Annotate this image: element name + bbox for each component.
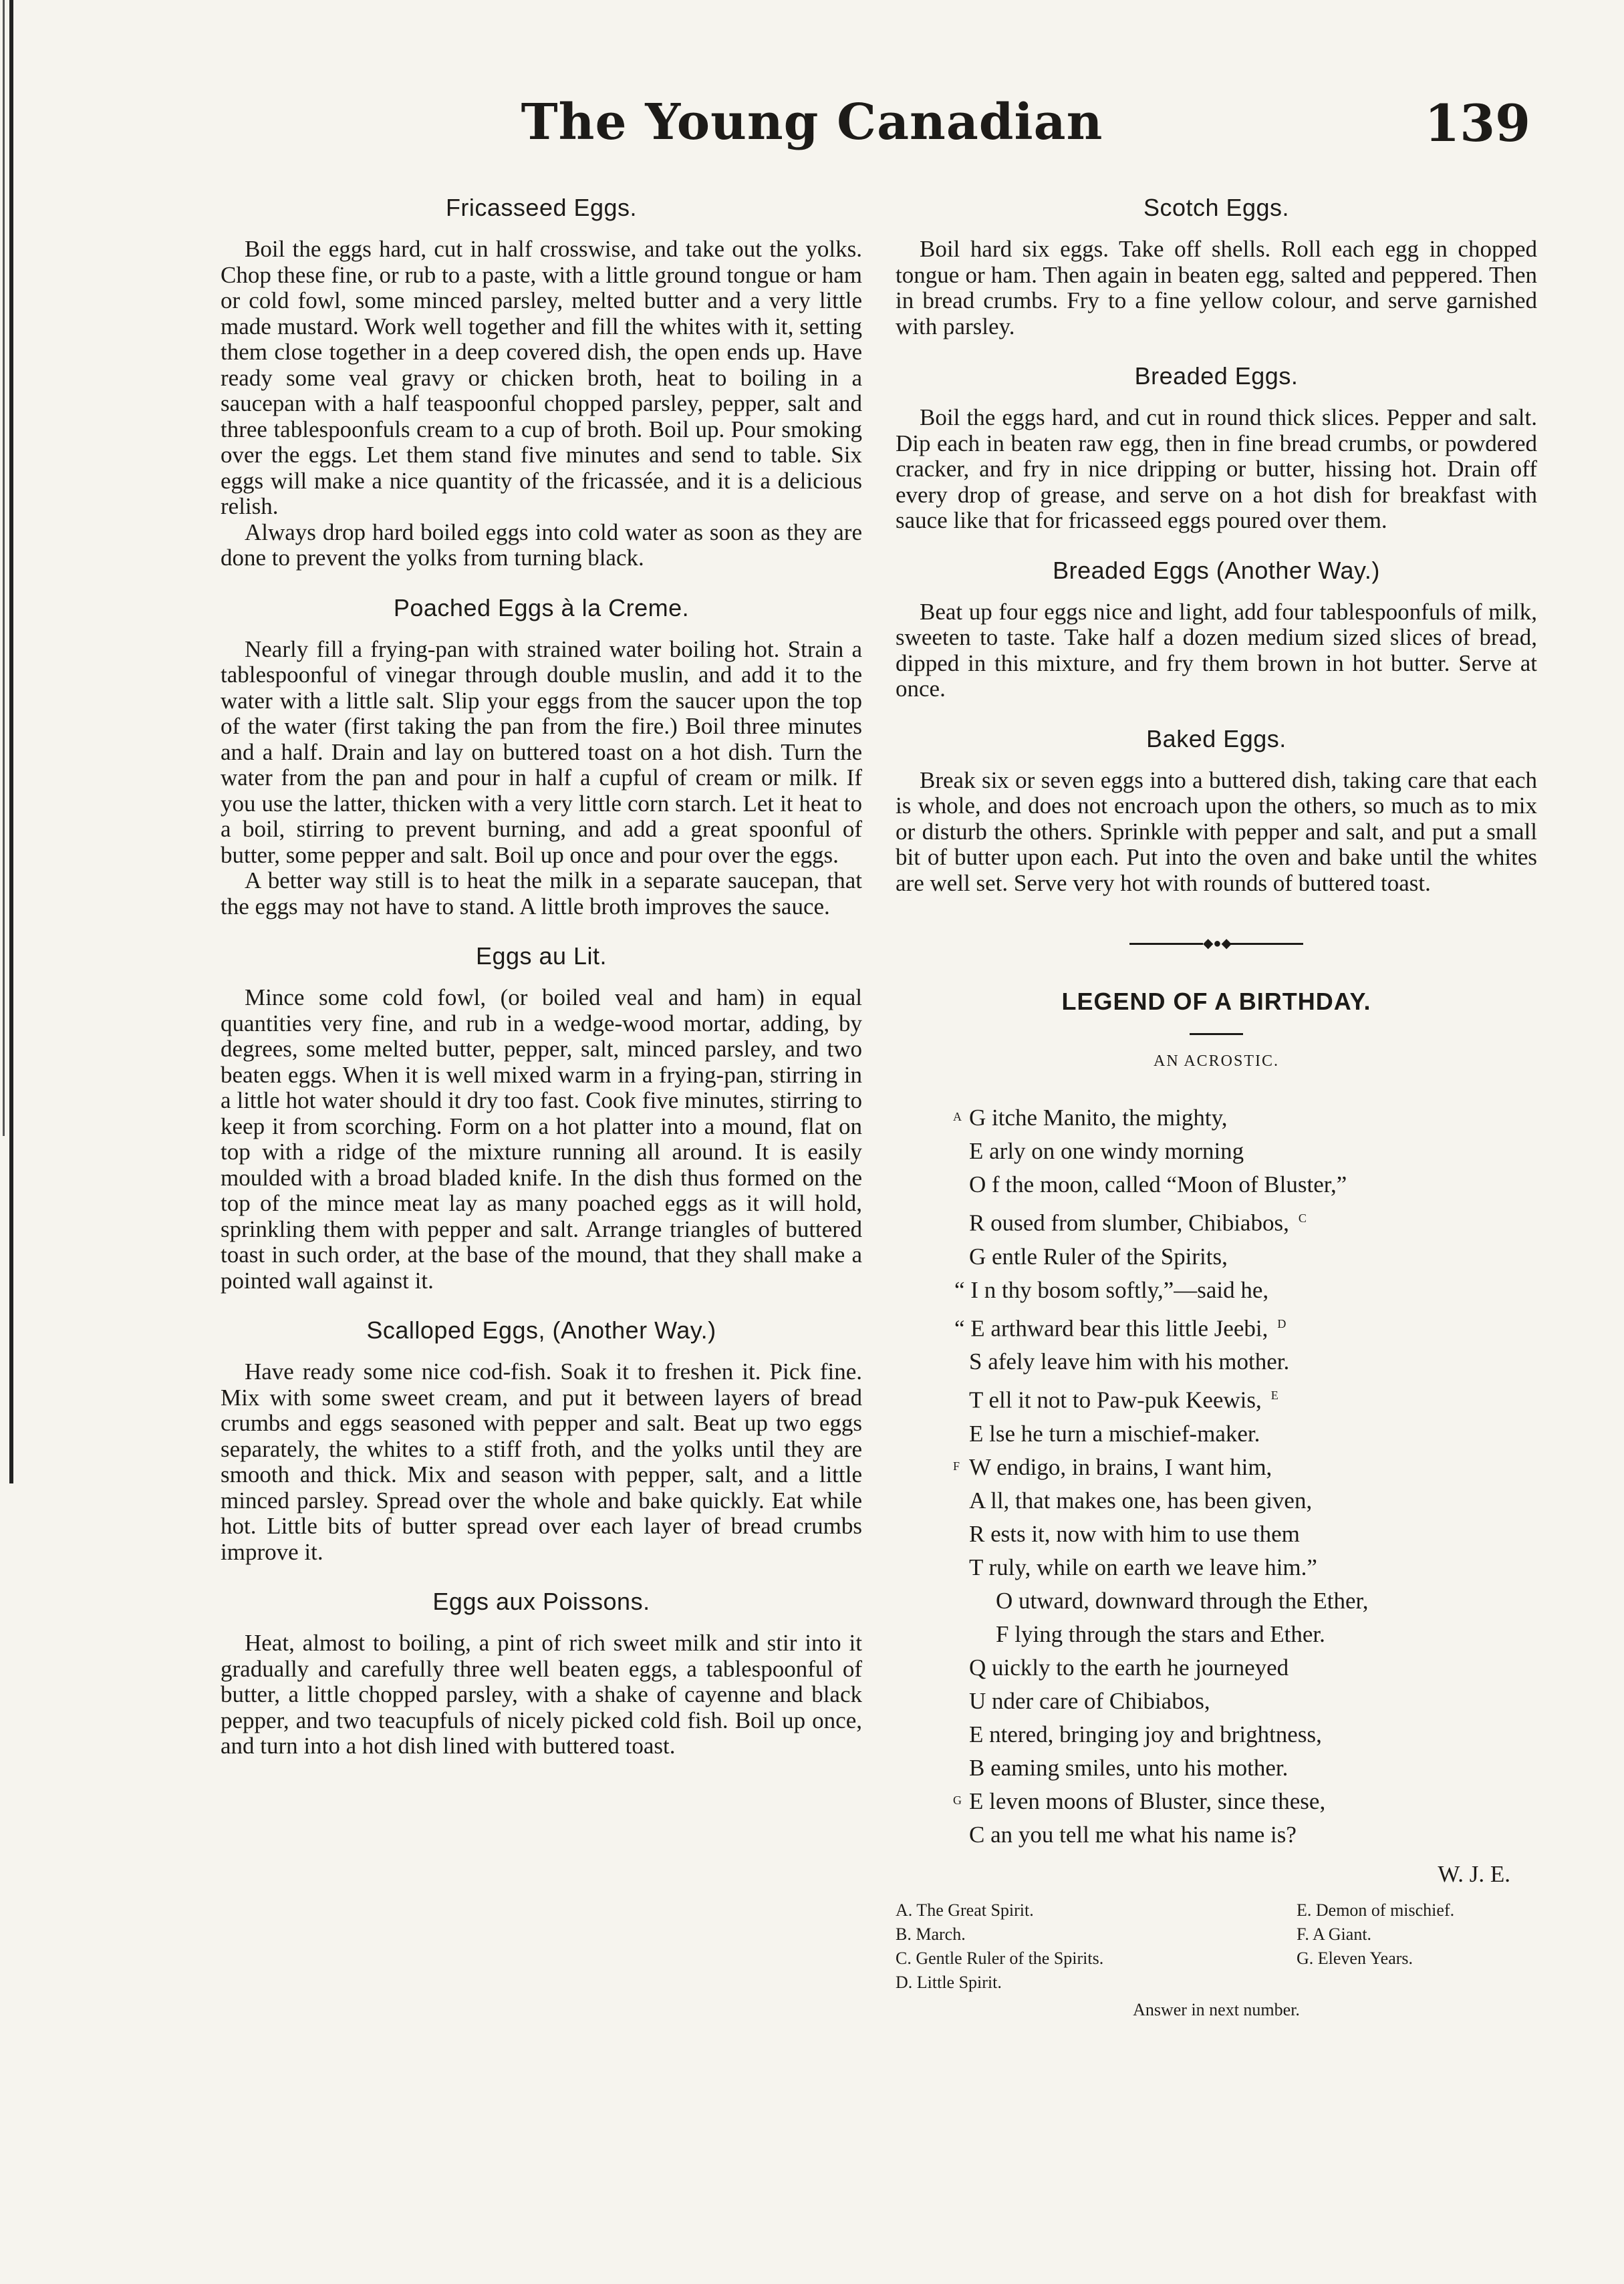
poem-footnote-marker: G [953,1793,962,1807]
poem-line-text: “ I n thy bosom softly,”—said he, [954,1276,1269,1303]
recipe-paragraph: Boil hard six eggs. Take off shells. Roll each egg in chopped tongue or ham. Then again in beaten egg, salted and peppered. Then in bread crumbs. Fry to a fine yellow colour, and serve garnished with parsley. [896,236,1537,339]
poem-footnote-marker: D [1277,1316,1287,1330]
poem-line-text: O utward, downward through the Ether, [996,1587,1369,1614]
right-column [896,194,1537,2020]
footnote-item: G. Eleven Years. [1297,1948,1413,1968]
recipe-title: Scalloped Eggs, (Another Way.) [366,1316,716,1344]
poem-line [896,1484,1537,1518]
poem-line-text: E leven moons of Bluster, since these, [969,1788,1326,1814]
poem-line-text: E arly on one windy morning [969,1138,1244,1164]
poem-line [896,1818,1537,1852]
poem-line-text: F lying through the stars and Ether. [996,1620,1325,1647]
recipe-title: Baked Eggs. [1146,724,1287,752]
acrostic-poem [896,1101,1537,1852]
footnote-item: C. Gentle Ruler of the Spirits. [896,1948,1104,1968]
poem-line-text: R oused from slumber, Chibiabos, [969,1209,1289,1236]
recipe-section [896,725,1537,897]
legend-title: LEGEND OF A BIRTHDAY. [1061,988,1371,1015]
recipe-title: Fricasseed Eggs. [445,194,638,221]
poem-line [896,1274,1537,1307]
poem-line [896,1101,1537,1135]
recipe-paragraph: Break six or seven eggs into a buttered dish, taking care that each is whole, and does not encroach upon the others, so much as to mix or disturb the others. Sprinkle with pepper and salt, and put a small bit of butter upon each. Put into the oven and bake until the whites are well set. Serve very hot with rounds of buttered toast. [896,766,1537,896]
poem-line-text: E lse he turn a mischief-maker. [969,1420,1260,1447]
poem-line [896,1307,1537,1346]
legend-subtitle: AN ACROSTIC. [1153,1052,1280,1070]
footnote-item: B. March. [896,1924,966,1944]
footnote-item: E. Demon of mischief. [1297,1900,1455,1920]
poem-line [896,1718,1537,1751]
recipe-paragraph: Mince some cold fowl, (or boiled veal and ham) in equal quantities very fine, and rub in a wedge-wood mortar, adding, by degrees, some melted butter, pepper, salt, minced parsley, and two beaten eggs. When it is well mixed warm in a frying-pan, stirring in a little hot water should it dry too fast. Cook five minutes, stirring to keep it from scorching. Form on a hot platter into a mound, flat on top with a ridge of the mixture running all around. It is easily moulded with a broad bladed knife. In the dish thus formed on the top of the mince meat lay as many poached eggs as it will hold, sprinkling them with pepper and salt. Arrange triangles of buttered toast in such order, at the base of the mound, that they shall make a pointed wall against it. [221,984,862,1294]
recipe-section [896,194,1537,339]
poem-line-text: W endigo, in brains, I want him, [969,1453,1272,1480]
poem-footnote-marker: A [953,1110,962,1123]
title-rule [1190,1033,1243,1035]
recipe-section [221,1588,862,1759]
poem-line-text: T ruly, while on earth we leave him.” [969,1554,1317,1580]
poem-line-text: E ntered, bringing joy and brightness, [969,1721,1322,1747]
poem-line-text: Q uickly to the earth he journeyed [969,1654,1289,1681]
poem-line [896,1785,1537,1818]
recipe-section [221,1316,862,1565]
poem-line-text: O f the moon, called “Moon of Bluster,” [969,1171,1347,1197]
poem-footnote-marker: E [1270,1389,1278,1403]
recipe-paragraph: Nearly fill a frying-pan with strained water boiling hot. Strain a tablespoonful of vinegar through double muslin, and add it to the water with a little salt. Slip your eggs from the saucer upon the top of the water (first taking the pan from the fire.) Boil three minutes and a half. Drain and lay on buttered toast on a hot dish. Turn the water from the pan and pour in half a cupful of cream or milk. If you use the latter, thicken with a very little corn starch. Let it heat to a boil, stirring to prevent burning, and add a great spoonful of butter, some pepper and salt. Boil up once and pour over the eggs. [221,635,862,868]
recipe-section [221,194,862,571]
divider-ornament: ◆●◆ [1203,936,1232,951]
recipe-title: Eggs aux Poissons. [432,1588,650,1615]
recipe-paragraph: Have ready some nice cod-fish. Soak it to freshen it. Pick fine. Mix with some sweet cream, and put it between layers of bread crumbs and eggs seasoned with pepper and salt. Beat up two eggs separately, the whites to a stiff froth, and the yolks until they are smooth and thick. Mix and season with pepper, salt, and a little minced parsley. Spread over the whole and bake quickly. Eat while hot. Little bits of butter spread over each layer of bread crumbs improve it. [221,1359,862,1565]
poem-line [896,1651,1537,1685]
footnote-item: A. The Great Spirit. [896,1900,1034,1920]
recipe-paragraph: Boil the eggs hard, and cut in round thick slices. Pepper and salt. Dip each in beaten raw egg, then in fine bread crumbs, or powdered cracker, and fry in nice dripping or butter, hissing hot. Drain off every drop of grease, and serve on a hot dish for breakfast with sauce like that for fricasseed eggs poured over them. [896,404,1537,533]
recipe-paragraph: Heat, almost to boiling, a pint of rich sweet milk and stir into it gradually and carefully three well beaten eggs, a tablespoonful of butter, a little chopped parsley, with a shake of cayenne and black pepper, and two teacupfuls of nicely picked cold fish. Boil up once, and turn into a hot dish lined with buttered toast. [221,1630,862,1759]
poem-footnote-marker: F [953,1459,960,1473]
section-divider [1129,936,1303,951]
recipe-section [221,594,862,920]
recipe-paragraph: Beat up four eggs nice and light, add four tablespoonfuls of milk, sweeten to taste. Take half a dozen medium sized slices of bread, dipped in this mixture, and fry them brown in hot butter. Serve at once. [896,598,1537,702]
recipe-section [896,557,1537,702]
poem-line [896,1518,1537,1551]
poem-line [896,1685,1537,1718]
page-edge-rule [9,0,13,1483]
poem-line-text: U nder care of Chibiabos, [969,1687,1210,1714]
poem-signature: W. J. E. [1438,1860,1510,1887]
poem-line [896,1135,1537,1168]
poem-line [896,1584,1537,1618]
poem-line [896,1379,1537,1417]
poem-line [896,1345,1537,1379]
poem-line-text: G itche Manito, the mighty, [969,1105,1228,1131]
recipe-paragraph: Always drop hard boiled eggs into cold water as soon as they are done to prevent the yolks from turning black. [221,519,862,571]
footnote-item: D. Little Spirit. [896,1972,1002,1992]
poem-line-text: B eaming smiles, unto his mother. [969,1754,1289,1781]
poem-line-text: R ests it, now with him to use them [969,1520,1300,1547]
poem-line [896,1168,1537,1201]
poem-line [896,1618,1537,1651]
poem-line [896,1240,1537,1274]
recipe-title: Eggs au Lit. [475,942,607,970]
recipe-title: Poached Eggs à la Creme. [393,593,690,621]
recipe-paragraph: A better way still is to heat the milk in a separate saucepan, that the eggs may not have to stand. A little broth improves the sauce. [221,867,862,919]
poem-line-text: T ell it not to Paw-puk Keewis, [969,1387,1262,1413]
poem-line [896,1551,1537,1584]
recipe-section [221,942,862,1294]
answer-note: Answer in next number. [1133,1999,1300,2019]
poem-line [896,1751,1537,1785]
recipe-title: Breaded Eggs (Another Way.) [1053,556,1380,584]
poem-line-text: A ll, that makes one, has been given, [969,1487,1313,1514]
journal-title: The Young Canadian [521,94,1103,151]
recipe-title: Scotch Eggs. [1143,194,1290,221]
poem-line-text: “ E arthward bear this little Jeebi, [954,1315,1268,1342]
recipe-title: Breaded Eggs. [1134,362,1299,390]
left-column [221,194,862,1782]
recipe-paragraph: Boil the eggs hard, cut in half crosswise, and take out the yolks. Chop these fine, or rub to a paste, with a little ground tongue or ham or cold fowl, some minced parsley, melted butter and a very little made mustard. Work well together and fill the whites with it, setting them close together in a deep covered dish, the open ends up. Have ready some veal gravy or chicken broth, heat to boiling in a saucepan with a half teaspoonful chopped parsley, pepper, salt and three tablespoonfuls cream to a cup of broth. Boil up. Pour smoking over the eggs. Let them stand five minutes and send to table. Six eggs will make a nice quantity of the fricassée, and it is a delicious relish. [221,236,862,519]
poem-line [896,1201,1537,1240]
poem-line [896,1451,1537,1484]
poem-line-text: C an you tell me what his name is? [969,1821,1297,1848]
recipe-section [896,362,1537,534]
page-edge-shadow [3,0,5,1136]
poem-line [896,1417,1537,1451]
footnote-item: F. A Giant. [1297,1924,1372,1944]
page-header [0,94,1624,167]
legend-section [896,988,1537,2020]
poem-line-text: G entle Ruler of the Spirits, [969,1243,1228,1270]
right-recipes [896,194,1537,896]
poem-footnote-marker: C [1298,1211,1307,1225]
footnotes [896,1900,1537,1993]
page-number: 139 [1424,94,1530,153]
poem-line-text: S afely leave him with his mother. [969,1348,1290,1375]
